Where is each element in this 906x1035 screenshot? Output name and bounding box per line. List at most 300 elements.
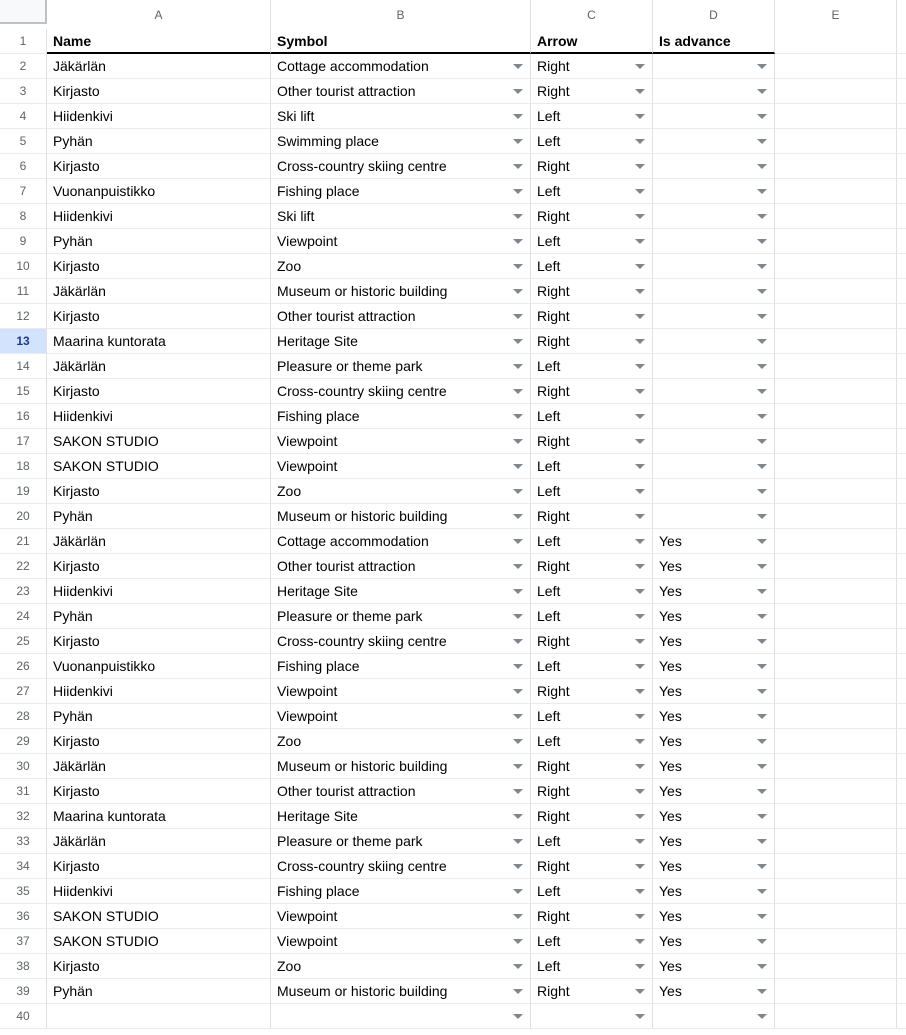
cell-b28-symbol[interactable] <box>271 704 531 729</box>
chevron-down-icon[interactable] <box>513 614 523 619</box>
table-row[interactable] <box>0 104 906 129</box>
cell-e21[interactable] <box>775 529 897 554</box>
cell-f17[interactable] <box>897 429 906 454</box>
cell-f23[interactable] <box>897 579 906 604</box>
table-row[interactable] <box>0 829 906 854</box>
row-header-13[interactable]: 13 <box>0 329 47 354</box>
cell-c22-arrow[interactable] <box>531 554 653 579</box>
cell-e16[interactable] <box>775 404 897 429</box>
chevron-down-icon[interactable] <box>635 214 645 219</box>
chevron-down-icon[interactable] <box>513 239 523 244</box>
chevron-down-icon[interactable] <box>757 239 767 244</box>
cell-b31-symbol[interactable] <box>271 779 531 804</box>
cell-a5-name[interactable] <box>47 129 271 154</box>
cell-c8-arrow[interactable] <box>531 204 653 229</box>
cell-f39[interactable] <box>897 979 906 1004</box>
chevron-down-icon[interactable] <box>757 389 767 394</box>
cell-a3-name[interactable] <box>47 79 271 104</box>
chevron-down-icon[interactable] <box>513 289 523 294</box>
table-row[interactable] <box>0 404 906 429</box>
table-row[interactable] <box>0 454 906 479</box>
cell-a33-name[interactable] <box>47 829 271 854</box>
cell-a20-name[interactable] <box>47 504 271 529</box>
cell-e32[interactable] <box>775 804 897 829</box>
cell-a28-name[interactable] <box>47 704 271 729</box>
cell-a25-name[interactable] <box>47 629 271 654</box>
cell-f13[interactable] <box>897 329 906 354</box>
cell-e15[interactable] <box>775 379 897 404</box>
cell-c3-arrow[interactable] <box>531 79 653 104</box>
cell-e2[interactable] <box>775 54 897 79</box>
chevron-down-icon[interactable] <box>757 714 767 719</box>
table-row[interactable] <box>0 479 906 504</box>
cell-a26-name[interactable] <box>47 654 271 679</box>
cell-e29[interactable] <box>775 729 897 754</box>
cell-d33-is-advance[interactable] <box>653 829 775 854</box>
cell-d31-is-advance[interactable] <box>653 779 775 804</box>
cell-c5-arrow[interactable] <box>531 129 653 154</box>
row-header-15[interactable]: 15 <box>0 379 47 404</box>
row-header-24[interactable]: 24 <box>0 604 47 629</box>
cell-c15-arrow[interactable] <box>531 379 653 404</box>
cell-d38-is-advance[interactable] <box>653 954 775 979</box>
row-header-37[interactable]: 37 <box>0 929 47 954</box>
cell-f8[interactable] <box>897 204 906 229</box>
chevron-down-icon[interactable] <box>635 564 645 569</box>
chevron-down-icon[interactable] <box>757 89 767 94</box>
cell-b35-symbol[interactable] <box>271 879 531 904</box>
cell-c16-arrow[interactable] <box>531 404 653 429</box>
cell-e9[interactable] <box>775 229 897 254</box>
row-header-26[interactable]: 26 <box>0 654 47 679</box>
cell-c9-arrow[interactable] <box>531 229 653 254</box>
cell-e30[interactable] <box>775 754 897 779</box>
cell-c25-arrow[interactable] <box>531 629 653 654</box>
row-header-18[interactable]: 18 <box>0 454 47 479</box>
cell-d23-is-advance[interactable] <box>653 579 775 604</box>
cell-b2-symbol[interactable] <box>271 54 531 79</box>
chevron-down-icon[interactable] <box>757 614 767 619</box>
row-header-14[interactable]: 14 <box>0 354 47 379</box>
cell-f10[interactable] <box>897 254 906 279</box>
row-header-25[interactable]: 25 <box>0 629 47 654</box>
cell-d21-is-advance[interactable] <box>653 529 775 554</box>
cell-a14-name[interactable] <box>47 354 271 379</box>
cell-b23-symbol[interactable] <box>271 579 531 604</box>
row-header-31[interactable]: 31 <box>0 779 47 804</box>
cell-c37-arrow[interactable] <box>531 929 653 954</box>
cell-d30-is-advance[interactable] <box>653 754 775 779</box>
cell-e11[interactable] <box>775 279 897 304</box>
cell-c17-arrow[interactable] <box>531 429 653 454</box>
table-row[interactable] <box>0 29 906 54</box>
cell-e39[interactable] <box>775 979 897 1004</box>
chevron-down-icon[interactable] <box>513 389 523 394</box>
row-header-30[interactable]: 30 <box>0 754 47 779</box>
cell-f29[interactable] <box>897 729 906 754</box>
chevron-down-icon[interactable] <box>513 889 523 894</box>
row-header-29[interactable]: 29 <box>0 729 47 754</box>
cell-a38-name[interactable] <box>47 954 271 979</box>
cell-d39-is-advance[interactable] <box>653 979 775 1004</box>
cell-f24[interactable] <box>897 604 906 629</box>
cell-a2-name[interactable] <box>47 54 271 79</box>
chevron-down-icon[interactable] <box>635 164 645 169</box>
cell-d18-is-advance[interactable] <box>653 454 775 479</box>
cell-f33[interactable] <box>897 829 906 854</box>
cell-d22-is-advance[interactable] <box>653 554 775 579</box>
chevron-down-icon[interactable] <box>635 739 645 744</box>
chevron-down-icon[interactable] <box>757 364 767 369</box>
cell-f7[interactable] <box>897 179 906 204</box>
cell-a4-name[interactable] <box>47 104 271 129</box>
cell-f11[interactable] <box>897 279 906 304</box>
chevron-down-icon[interactable] <box>635 189 645 194</box>
cell-f25[interactable] <box>897 629 906 654</box>
chevron-down-icon[interactable] <box>635 239 645 244</box>
chevron-down-icon[interactable] <box>635 639 645 644</box>
cell-a13-name[interactable] <box>47 329 271 354</box>
cell-a32-name[interactable] <box>47 804 271 829</box>
cell-d26-is-advance[interactable] <box>653 654 775 679</box>
cell-e23[interactable] <box>775 579 897 604</box>
cell-c32-arrow[interactable] <box>531 804 653 829</box>
cell-b39-symbol[interactable] <box>271 979 531 1004</box>
table-row[interactable] <box>0 779 906 804</box>
cell-e25[interactable] <box>775 629 897 654</box>
cell-b27-symbol[interactable] <box>271 679 531 704</box>
table-row[interactable] <box>0 254 906 279</box>
cell-c21-arrow[interactable] <box>531 529 653 554</box>
cell-d36-is-advance[interactable] <box>653 904 775 929</box>
cell-e7[interactable] <box>775 179 897 204</box>
chevron-down-icon[interactable] <box>757 164 767 169</box>
chevron-down-icon[interactable] <box>513 564 523 569</box>
cell-c27-arrow[interactable] <box>531 679 653 704</box>
cell-d40-is-advance[interactable] <box>653 1004 775 1029</box>
cell-c10-arrow[interactable] <box>531 254 653 279</box>
chevron-down-icon[interactable] <box>635 989 645 994</box>
cell-b8-symbol[interactable] <box>271 204 531 229</box>
cell-a6-name[interactable] <box>47 154 271 179</box>
cell-e27[interactable] <box>775 679 897 704</box>
cell-c6-arrow[interactable] <box>531 154 653 179</box>
cell-c38-arrow[interactable] <box>531 954 653 979</box>
chevron-down-icon[interactable] <box>757 139 767 144</box>
cell-a11-name[interactable] <box>47 279 271 304</box>
row-header-10[interactable]: 10 <box>0 254 47 279</box>
cell-c34-arrow[interactable] <box>531 854 653 879</box>
chevron-down-icon[interactable] <box>757 489 767 494</box>
cell-e36[interactable] <box>775 904 897 929</box>
cell-d8-is-advance[interactable] <box>653 204 775 229</box>
cell-d32-is-advance[interactable] <box>653 804 775 829</box>
chevron-down-icon[interactable] <box>757 814 767 819</box>
row-header-7[interactable]: 7 <box>0 179 47 204</box>
cell-d27-is-advance[interactable] <box>653 679 775 704</box>
table-row[interactable] <box>0 804 906 829</box>
cell-c35-arrow[interactable] <box>531 879 653 904</box>
chevron-down-icon[interactable] <box>635 114 645 119</box>
cell-d12-is-advance[interactable] <box>653 304 775 329</box>
chevron-down-icon[interactable] <box>635 689 645 694</box>
cell-b6-symbol[interactable] <box>271 154 531 179</box>
cell-f14[interactable] <box>897 354 906 379</box>
cell-e12[interactable] <box>775 304 897 329</box>
cell-a24-name[interactable] <box>47 604 271 629</box>
chevron-down-icon[interactable] <box>635 514 645 519</box>
cell-b33-symbol[interactable] <box>271 829 531 854</box>
chevron-down-icon[interactable] <box>513 739 523 744</box>
cell-c29-arrow[interactable] <box>531 729 653 754</box>
chevron-down-icon[interactable] <box>513 1014 523 1019</box>
chevron-down-icon[interactable] <box>635 264 645 269</box>
cell-b24-symbol[interactable] <box>271 604 531 629</box>
cell-e33[interactable] <box>775 829 897 854</box>
row-header-35[interactable]: 35 <box>0 879 47 904</box>
chevron-down-icon[interactable] <box>513 839 523 844</box>
chevron-down-icon[interactable] <box>635 489 645 494</box>
cell-f21[interactable] <box>897 529 906 554</box>
chevron-down-icon[interactable] <box>757 539 767 544</box>
chevron-down-icon[interactable] <box>757 764 767 769</box>
cell-d1-is-advance-header[interactable] <box>653 29 775 54</box>
chevron-down-icon[interactable] <box>513 539 523 544</box>
cell-c24-arrow[interactable] <box>531 604 653 629</box>
chevron-down-icon[interactable] <box>513 814 523 819</box>
cell-d20-is-advance[interactable] <box>653 504 775 529</box>
table-row[interactable] <box>0 879 906 904</box>
cell-c18-arrow[interactable] <box>531 454 653 479</box>
cell-c7-arrow[interactable] <box>531 179 653 204</box>
cell-b11-symbol[interactable] <box>271 279 531 304</box>
chevron-down-icon[interactable] <box>757 439 767 444</box>
column-header-f-partial[interactable] <box>897 0 906 29</box>
cell-a7-name[interactable] <box>47 179 271 204</box>
chevron-down-icon[interactable] <box>757 314 767 319</box>
cell-d3-is-advance[interactable] <box>653 79 775 104</box>
row-header-34[interactable]: 34 <box>0 854 47 879</box>
table-row[interactable] <box>0 629 906 654</box>
cell-b21-symbol[interactable] <box>271 529 531 554</box>
chevron-down-icon[interactable] <box>635 64 645 69</box>
cell-a23-name[interactable] <box>47 579 271 604</box>
row-header-17[interactable]: 17 <box>0 429 47 454</box>
row-header-36[interactable]: 36 <box>0 904 47 929</box>
chevron-down-icon[interactable] <box>513 939 523 944</box>
chevron-down-icon[interactable] <box>635 89 645 94</box>
cell-f5[interactable] <box>897 129 906 154</box>
cell-b17-symbol[interactable] <box>271 429 531 454</box>
cell-a37-name[interactable] <box>47 929 271 954</box>
cell-a27-name[interactable] <box>47 679 271 704</box>
cell-a19-name[interactable] <box>47 479 271 504</box>
chevron-down-icon[interactable] <box>757 214 767 219</box>
cell-b19-symbol[interactable] <box>271 479 531 504</box>
cell-c1-arrow-header[interactable] <box>531 29 653 54</box>
cell-b20-symbol[interactable] <box>271 504 531 529</box>
cell-d4-is-advance[interactable] <box>653 104 775 129</box>
cell-c14-arrow[interactable] <box>531 354 653 379</box>
chevron-down-icon[interactable] <box>635 1014 645 1019</box>
row-header-16[interactable]: 16 <box>0 404 47 429</box>
cell-a9-name[interactable] <box>47 229 271 254</box>
chevron-down-icon[interactable] <box>513 639 523 644</box>
cell-c19-arrow[interactable] <box>531 479 653 504</box>
cell-b5-symbol[interactable] <box>271 129 531 154</box>
cell-b40-symbol[interactable] <box>271 1004 531 1029</box>
cell-d35-is-advance[interactable] <box>653 879 775 904</box>
cell-c36-arrow[interactable] <box>531 904 653 929</box>
cell-b32-symbol[interactable] <box>271 804 531 829</box>
table-row[interactable] <box>0 854 906 879</box>
chevron-down-icon[interactable] <box>635 364 645 369</box>
cell-c20-arrow[interactable] <box>531 504 653 529</box>
cell-e37[interactable] <box>775 929 897 954</box>
chevron-down-icon[interactable] <box>635 889 645 894</box>
cell-e19[interactable] <box>775 479 897 504</box>
chevron-down-icon[interactable] <box>757 64 767 69</box>
cell-b14-symbol[interactable] <box>271 354 531 379</box>
cell-a22-name[interactable] <box>47 554 271 579</box>
cell-e28[interactable] <box>775 704 897 729</box>
cell-a8-name[interactable] <box>47 204 271 229</box>
cell-d16-is-advance[interactable] <box>653 404 775 429</box>
cell-e10[interactable] <box>775 254 897 279</box>
row-header-21[interactable]: 21 <box>0 529 47 554</box>
cell-c2-arrow[interactable] <box>531 54 653 79</box>
table-row[interactable] <box>0 379 906 404</box>
chevron-down-icon[interactable] <box>757 264 767 269</box>
cell-a15-name[interactable] <box>47 379 271 404</box>
row-header-9[interactable]: 9 <box>0 229 47 254</box>
chevron-down-icon[interactable] <box>757 589 767 594</box>
cell-e17[interactable] <box>775 429 897 454</box>
table-row[interactable] <box>0 179 906 204</box>
cell-e1[interactable] <box>775 29 897 54</box>
chevron-down-icon[interactable] <box>635 864 645 869</box>
chevron-down-icon[interactable] <box>757 339 767 344</box>
cell-f15[interactable] <box>897 379 906 404</box>
chevron-down-icon[interactable] <box>513 89 523 94</box>
chevron-down-icon[interactable] <box>635 314 645 319</box>
chevron-down-icon[interactable] <box>757 739 767 744</box>
chevron-down-icon[interactable] <box>513 989 523 994</box>
cell-c26-arrow[interactable] <box>531 654 653 679</box>
table-row[interactable] <box>0 229 906 254</box>
row-header-12[interactable]: 12 <box>0 304 47 329</box>
chevron-down-icon[interactable] <box>513 414 523 419</box>
cell-a10-name[interactable] <box>47 254 271 279</box>
cell-a21-name[interactable] <box>47 529 271 554</box>
cell-b37-symbol[interactable] <box>271 929 531 954</box>
cell-e5[interactable] <box>775 129 897 154</box>
chevron-down-icon[interactable] <box>635 389 645 394</box>
cell-f16[interactable] <box>897 404 906 429</box>
cell-c23-arrow[interactable] <box>531 579 653 604</box>
table-row[interactable] <box>0 329 906 354</box>
chevron-down-icon[interactable] <box>513 314 523 319</box>
row-header-23[interactable]: 23 <box>0 579 47 604</box>
cell-f30[interactable] <box>897 754 906 779</box>
cell-e18[interactable] <box>775 454 897 479</box>
cell-e20[interactable] <box>775 504 897 529</box>
cell-c28-arrow[interactable] <box>531 704 653 729</box>
cell-e35[interactable] <box>775 879 897 904</box>
cell-d15-is-advance[interactable] <box>653 379 775 404</box>
cell-b4-symbol[interactable] <box>271 104 531 129</box>
chevron-down-icon[interactable] <box>757 989 767 994</box>
cell-d34-is-advance[interactable] <box>653 854 775 879</box>
chevron-down-icon[interactable] <box>513 489 523 494</box>
cell-f9[interactable] <box>897 229 906 254</box>
chevron-down-icon[interactable] <box>757 289 767 294</box>
table-row[interactable] <box>0 429 906 454</box>
chevron-down-icon[interactable] <box>513 789 523 794</box>
cell-f26[interactable] <box>897 654 906 679</box>
cell-b30-symbol[interactable] <box>271 754 531 779</box>
cell-a12-name[interactable] <box>47 304 271 329</box>
chevron-down-icon[interactable] <box>757 189 767 194</box>
table-row[interactable] <box>0 354 906 379</box>
chevron-down-icon[interactable] <box>757 464 767 469</box>
cell-d7-is-advance[interactable] <box>653 179 775 204</box>
cell-e31[interactable] <box>775 779 897 804</box>
chevron-down-icon[interactable] <box>513 464 523 469</box>
chevron-down-icon[interactable] <box>513 164 523 169</box>
table-row[interactable] <box>0 79 906 104</box>
chevron-down-icon[interactable] <box>757 514 767 519</box>
cell-b9-symbol[interactable] <box>271 229 531 254</box>
row-header-38[interactable]: 38 <box>0 954 47 979</box>
cell-b7-symbol[interactable] <box>271 179 531 204</box>
table-row[interactable] <box>0 529 906 554</box>
row-header-5[interactable]: 5 <box>0 129 47 154</box>
chevron-down-icon[interactable] <box>513 764 523 769</box>
table-row[interactable] <box>0 154 906 179</box>
cell-a18-name[interactable] <box>47 454 271 479</box>
cell-c4-arrow[interactable] <box>531 104 653 129</box>
cell-b34-symbol[interactable] <box>271 854 531 879</box>
cell-a34-name[interactable] <box>47 854 271 879</box>
chevron-down-icon[interactable] <box>513 514 523 519</box>
cell-c11-arrow[interactable] <box>531 279 653 304</box>
row-header-11[interactable]: 11 <box>0 279 47 304</box>
table-row[interactable] <box>0 654 906 679</box>
cell-b10-symbol[interactable] <box>271 254 531 279</box>
cell-c33-arrow[interactable] <box>531 829 653 854</box>
table-row[interactable] <box>0 204 906 229</box>
chevron-down-icon[interactable] <box>635 339 645 344</box>
cell-f6[interactable] <box>897 154 906 179</box>
cell-b26-symbol[interactable] <box>271 654 531 679</box>
chevron-down-icon[interactable] <box>635 814 645 819</box>
chevron-down-icon[interactable] <box>513 439 523 444</box>
cell-d19-is-advance[interactable] <box>653 479 775 504</box>
cell-e40[interactable] <box>775 1004 897 1029</box>
cell-a31-name[interactable] <box>47 779 271 804</box>
chevron-down-icon[interactable] <box>635 664 645 669</box>
table-row[interactable] <box>0 979 906 1004</box>
cell-b22-symbol[interactable] <box>271 554 531 579</box>
cell-a36-name[interactable] <box>47 904 271 929</box>
cell-b15-symbol[interactable] <box>271 379 531 404</box>
cell-b38-symbol[interactable] <box>271 954 531 979</box>
cell-d24-is-advance[interactable] <box>653 604 775 629</box>
row-header-33[interactable]: 33 <box>0 829 47 854</box>
row-header-32[interactable]: 32 <box>0 804 47 829</box>
table-row[interactable] <box>0 504 906 529</box>
